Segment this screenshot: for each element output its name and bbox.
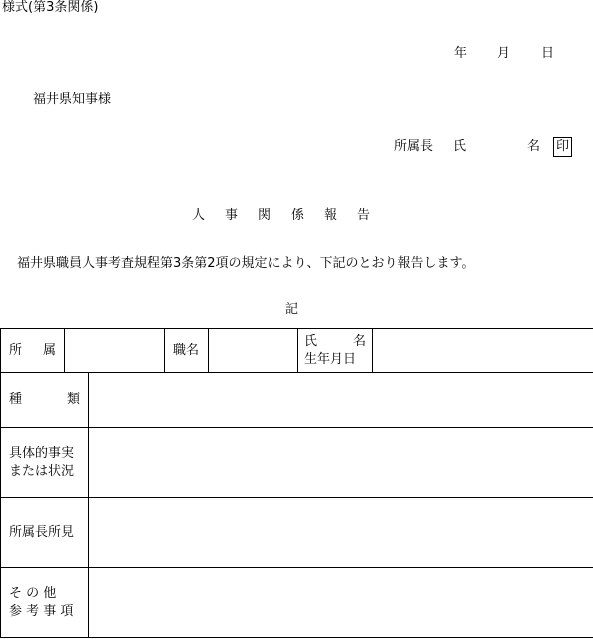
addressee: 福井県知事様 (33, 92, 112, 107)
document-title: 人事関係報告 (192, 208, 391, 223)
other-label-cell (1, 568, 89, 638)
other-label-line2: 参 考 事 項 (9, 603, 74, 619)
name-dob-value-cell[interactable] (373, 329, 593, 373)
form-number-label: 様式(第3条関係) (2, 0, 99, 15)
name-label-second: 名 (352, 333, 366, 349)
facts-value-cell[interactable] (89, 428, 593, 498)
facts-label-cell (1, 428, 89, 498)
sender-org-label: 所属長 (394, 139, 434, 154)
job-title-label: 職名 (173, 342, 200, 358)
name-dob-label-cell (298, 329, 373, 373)
affiliation-label-second: 属 (42, 342, 56, 358)
sender-name-label-first: 氏 (453, 139, 467, 154)
other-label-line1: そ の 他 (9, 585, 57, 601)
type-row (1, 373, 593, 428)
dob-label: 生年月日 (304, 351, 357, 367)
opinion-value-cell[interactable] (89, 498, 593, 568)
date-year-label: 年 (454, 46, 468, 61)
type-label-first: 種 (9, 392, 23, 407)
header-row (1, 329, 593, 373)
opinion-label: 所属長所見 (9, 524, 75, 540)
type-label-cell (1, 373, 89, 428)
facts-row (1, 428, 593, 498)
facts-label-line2: または状況 (9, 463, 75, 479)
seal-mark: 印 (553, 137, 572, 157)
date-month-label: 月 (497, 46, 511, 61)
date-day-label: 日 (541, 46, 555, 61)
job-title-label-cell (165, 329, 209, 373)
affiliation-label-cell (1, 329, 65, 373)
other-row (1, 568, 593, 638)
affiliation-value-cell[interactable] (65, 329, 165, 373)
opinion-row (1, 498, 593, 568)
other-value-cell[interactable] (89, 568, 593, 638)
type-value-cell[interactable] (89, 373, 593, 428)
opinion-label-cell (1, 498, 89, 568)
ki-heading: 記 (285, 302, 299, 317)
report-table (0, 328, 593, 638)
affiliation-label-first: 所 (9, 342, 23, 358)
report-statement: 福井県職員人事考査規程第3条第2項の規定により、下記のとおり報告します。 (17, 256, 475, 271)
job-title-value-cell[interactable] (209, 329, 298, 373)
facts-label-line1: 具体的事実 (9, 445, 75, 461)
type-label-second: 類 (66, 392, 80, 407)
sender-name-label-second: 名 (527, 139, 541, 154)
name-label-first: 氏 (304, 333, 318, 349)
